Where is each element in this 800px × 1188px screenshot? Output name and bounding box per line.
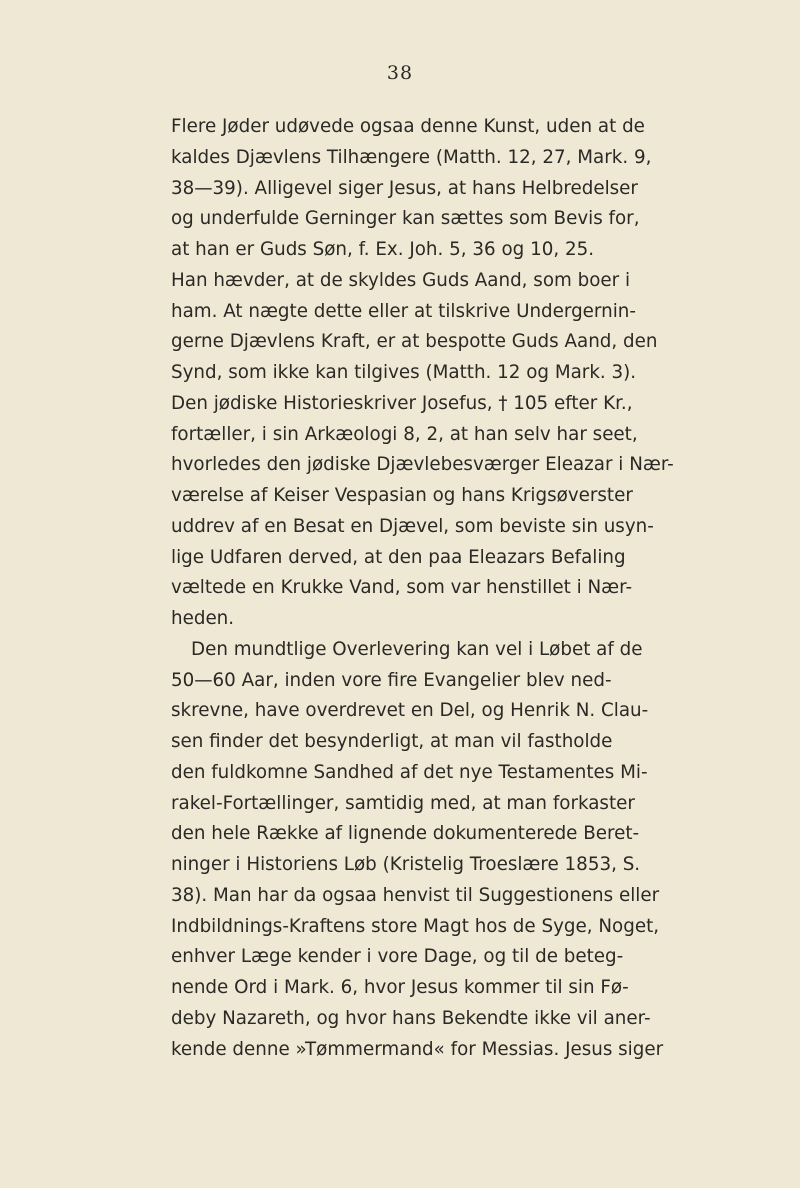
- text-line: 50—60 Aar, inden vore fire Evangelier blev ned-: [171, 669, 612, 691]
- text-line: ninger i Historiens Løb (Kristelig Troeslære 1853, S.: [171, 854, 641, 875]
- text-line: Synd, som ikke kan tilgives (Matth. 12 og Mark. 3).: [171, 362, 637, 383]
- text-line: 38). Man har da ogsaa henvist til Suggestionens eller: [171, 884, 660, 906]
- text-line: heden.: [171, 608, 235, 629]
- text-line: Han hævder, at de skyldes Guds Aand, som boer i: [171, 269, 631, 291]
- paragraph-start-line: Den mundtlige Overlevering kan vel i Løbet af de: [191, 638, 643, 660]
- text-line: rakel-Fortællinger, samtidig med, at man forkaster: [171, 792, 635, 814]
- body-text: [171, 112, 731, 1065]
- text-line: uddrev af en Besat en Djævel, som beviste sin usyn-: [171, 515, 654, 537]
- text-line: 38—39). Alligevel siger Jesus, at hans Helbredelser: [171, 177, 638, 199]
- text-line: deby Nazareth, og hvor hans Bekendte ikke vil aner-: [171, 1007, 651, 1029]
- text-line: væltede en Krukke Vand, som var henstillet i Nær-: [171, 577, 633, 599]
- text-line: sen finder det besynderligt, at man vil fastholde: [171, 731, 613, 752]
- text-line: og underfulde Gerninger kan sættes som Bevis for,: [171, 208, 640, 230]
- text-line: Indbildnings-Kraftens store Magt hos de Syge, Noget,: [171, 915, 660, 937]
- text-line: værelse af Keiser Vespasian og hans Krigsøverster: [171, 485, 633, 506]
- text-line: fortæller, i sin Arkæologi 8, 2, at han selv har seet,: [171, 423, 638, 445]
- page-number: 38: [386, 62, 414, 84]
- text-line: den fuldkomne Sandhed af det nye Testamentes Mi-: [171, 761, 648, 783]
- text-line: kaldes Djævlens Tilhængere (Matth. 12, 27, Mark. 9,: [171, 146, 652, 168]
- text-line: nende Ord i Mark. 6, hvor Jesus kommer til sin Fø-: [171, 977, 629, 998]
- text-line: Flere Jøder udøvede ogsaa denne Kunst, uden at de: [171, 116, 645, 137]
- text-line: enhver Læge kender i vore Dage, og til de beteg-: [171, 946, 624, 968]
- text-line: Den jødiske Historieskriver Josefus, † 105 efter Kr.,: [171, 392, 633, 414]
- text-line: den hele Række af lignende dokumenterede Beret-: [171, 823, 640, 845]
- text-line: at han er Guds Søn, f. Ex. Joh. 5, 36 og 10, 25.: [171, 239, 595, 260]
- text-line: hvorledes den jødiske Djævlebesværger Eleazar i Nær-: [171, 454, 674, 476]
- text-line: skrevne, have overdrevet en Del, og Henrik N. Clau-: [171, 700, 649, 722]
- text-line: gerne Djævlens Kraft, er at bespotte Guds Aand, den: [171, 331, 658, 353]
- text-line: kende denne »Tømmermand« for Messias. Jesus siger: [171, 1038, 664, 1060]
- text-line: lige Udfaren derved, at den paa Eleazars Befaling: [171, 546, 626, 568]
- text-line: ham. At nægte dette eller at tilskrive Undergernin-: [171, 300, 636, 322]
